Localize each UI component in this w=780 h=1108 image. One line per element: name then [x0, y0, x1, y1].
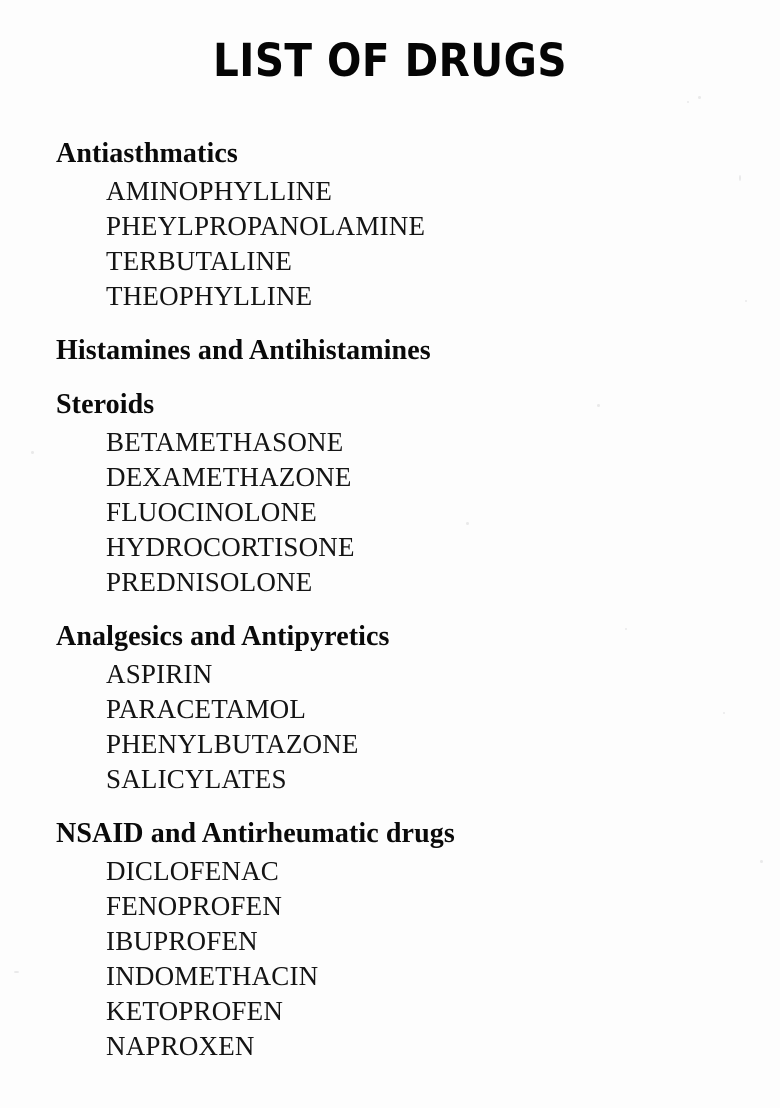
scan-speckle: [687, 101, 689, 103]
drug-list-item: ASPIRIN: [106, 659, 213, 689]
drug-list-item: INDOMETHACIN: [106, 961, 319, 991]
drug-list-item: KETOPROFEN: [106, 996, 284, 1026]
spacer: [0, 314, 780, 335]
drug-sections-container: [0, 138, 780, 1064]
drug-list-item: FENOPROFEN: [106, 891, 283, 921]
page-title: LIST OF DRUGS: [213, 34, 567, 88]
section-heading: Histamines and Antihistamines: [56, 335, 431, 366]
section-heading: Antiasthmatics: [56, 138, 238, 169]
drug-list-item: SALICYLATES: [106, 764, 287, 794]
drug-list-item: NAPROXEN: [106, 1031, 255, 1061]
drug-list-item: PHENYLBUTAZONE: [106, 729, 359, 759]
spacer: [0, 367, 780, 389]
drug-list-item: DEXAMETHAZONE: [106, 462, 352, 492]
drug-list-item: DICLOFENAC: [106, 856, 280, 886]
drug-list-item: THEOPHYLLINE: [106, 281, 313, 311]
drug-list-item: TERBUTALINE: [106, 246, 293, 276]
drug-section-histamines-and-antihistamines: [0, 335, 780, 367]
drug-list-item: PHEYLPROPANOLAMINE: [106, 211, 426, 241]
drug-list-item: HYDROCORTISONE: [106, 532, 355, 562]
section-heading: NSAID and Antirheumatic drugs: [56, 818, 455, 849]
drug-list: [0, 657, 780, 797]
drug-list: [0, 425, 780, 600]
section-heading: Analgesics and Antipyretics: [56, 621, 390, 652]
drug-list-item: AMINOPHYLLINE: [106, 176, 333, 206]
drug-section-nsaid-and-antirheumatic-drugs: [0, 818, 780, 1064]
drug-list-item: BETAMETHASONE: [106, 427, 344, 457]
drug-list: [0, 174, 780, 314]
drug-list-item: IBUPROFEN: [106, 926, 258, 956]
drug-section-analgesics-and-antipyretics: [0, 621, 780, 797]
drug-list: [0, 854, 780, 1064]
section-heading: Steroids: [56, 389, 155, 420]
drug-section-antiasthmatics: [0, 138, 780, 314]
drug-list-item: PARACETAMOL: [106, 694, 307, 724]
scan-speckle: [698, 96, 701, 99]
drug-section-steroids: [0, 389, 780, 600]
spacer: [0, 797, 780, 818]
drug-list-item: PREDNISOLONE: [106, 567, 313, 597]
spacer: [0, 600, 780, 621]
drug-list-item: FLUOCINOLONE: [106, 497, 317, 527]
